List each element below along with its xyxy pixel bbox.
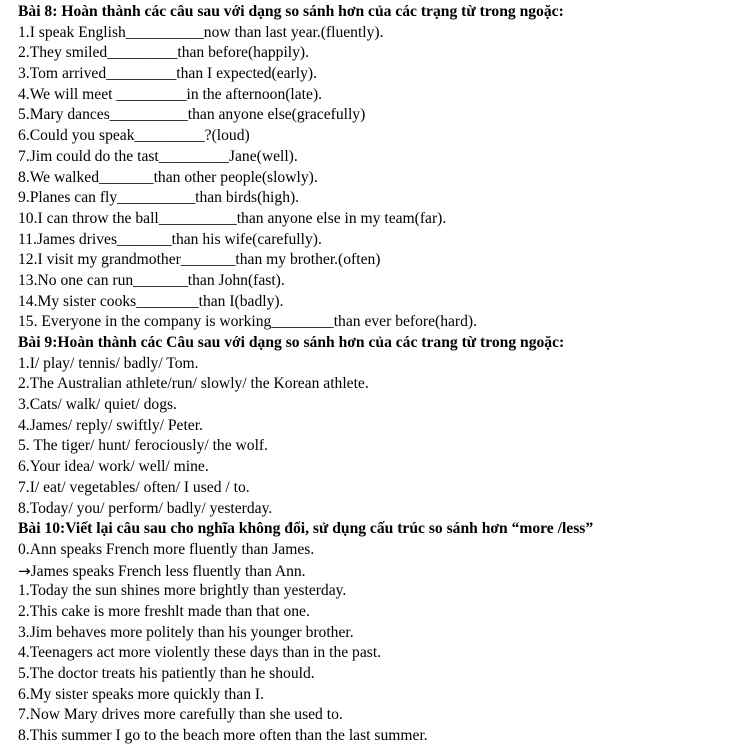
exercise-line: 8.Today/ you/ perform/ badly/ yesterday. bbox=[18, 499, 273, 517]
exercise-line: 12.I visit my grandmother_______than my brother.(often) bbox=[18, 251, 381, 269]
exercise-line: 10.I can throw the ball__________than anyone else in my team(far). bbox=[18, 209, 447, 227]
exercise-line: 15. Everyone in the company is working________than ever before(hard). bbox=[18, 313, 478, 331]
exercise-line: 2.The Australian athlete/run/ slowly/ the Korean athlete. bbox=[18, 375, 369, 393]
exercise-line: 5.The doctor treats his patiently than he should. bbox=[18, 665, 315, 682]
exercise-line: 6.My sister speaks more quickly than I. bbox=[18, 685, 264, 703]
exercise-line: 3.Tom arrived_________than I expected(early). bbox=[18, 65, 317, 83]
section-9-title: Bài 9:Hoàn thành các Câu sau với dạng so sánh hơn của các trang từ trong ngoặc: bbox=[18, 334, 565, 351]
exercise-line: 1.Today the sun shines more brightly than yesterday. bbox=[18, 582, 347, 600]
example-answer-text: James speaks French less fluently than Ann. bbox=[30, 562, 306, 580]
example-sentence: 0.Ann speaks French more fluently than James. bbox=[18, 540, 315, 558]
exercise-line: 8.This summer I go to the beach more often than the last summer. bbox=[18, 727, 428, 745]
exercise-line: 2.They smiled_________than before(happily). bbox=[18, 44, 310, 62]
right-arrow-icon: → bbox=[18, 561, 31, 580]
exercise-line: 6.Your idea/ work/ well/ mine. bbox=[18, 458, 209, 476]
exercise-line: 6.Could you speak_________?(loud) bbox=[18, 127, 250, 145]
exercise-line: 14.My sister cooks________than I(badly). bbox=[18, 292, 284, 310]
exercise-line: 1.I/ play/ tennis/ badly/ Tom. bbox=[18, 354, 199, 372]
exercise-line: 5. The tiger/ hunt/ ferociously/ the wolf. bbox=[18, 437, 269, 455]
exercise-line: 5.Mary dances__________than anyone else(gracefully) bbox=[18, 106, 366, 124]
exercise-line: 7.Jim could do the tast_________Jane(well). bbox=[18, 147, 298, 165]
exercise-line: 9.Planes can fly__________than birds(high). bbox=[18, 189, 300, 207]
section-8-title: Bài 8: Hoàn thành các câu sau với dạng so sánh hơn của các trạng từ trong ngoặc: bbox=[18, 3, 564, 20]
exercise-line: 4.We will meet _________in the afternoon(late). bbox=[18, 85, 323, 103]
exercise-line: 7.Now Mary drives more carefully than she used to. bbox=[18, 706, 343, 724]
section-10-title: Bài 10:Viết lại câu sau cho nghĩa không đổi, sử dụng cấu trúc so sánh hơn “more /less” bbox=[18, 520, 594, 538]
exercise-line: 4.Teenagers act more violently these days than in the past. bbox=[18, 644, 382, 662]
exercise-line: 2.This cake is more freshlt made than that one. bbox=[18, 602, 310, 620]
exercise-line: 3.Cats/ walk/ quiet/ dogs. bbox=[18, 396, 177, 414]
exercise-line: 11.James drives_______than his wife(carefully). bbox=[18, 230, 322, 248]
exercise-line: 4.James/ reply/ swiftly/ Peter. bbox=[18, 416, 203, 434]
exercise-line: 8.We walked_______than other people(slowly). bbox=[18, 168, 318, 186]
exercise-line: 3.Jim behaves more politely than his younger brother. bbox=[18, 623, 354, 641]
example-answer bbox=[18, 561, 746, 582]
exercise-line: 1.I speak English__________now than last year.(fluently). bbox=[18, 23, 384, 41]
exercise-line: 13.No one can run_______than John(fast). bbox=[18, 271, 285, 289]
exercise-line: 7.I/ eat/ vegetables/ often/ I used / to. bbox=[18, 478, 250, 496]
